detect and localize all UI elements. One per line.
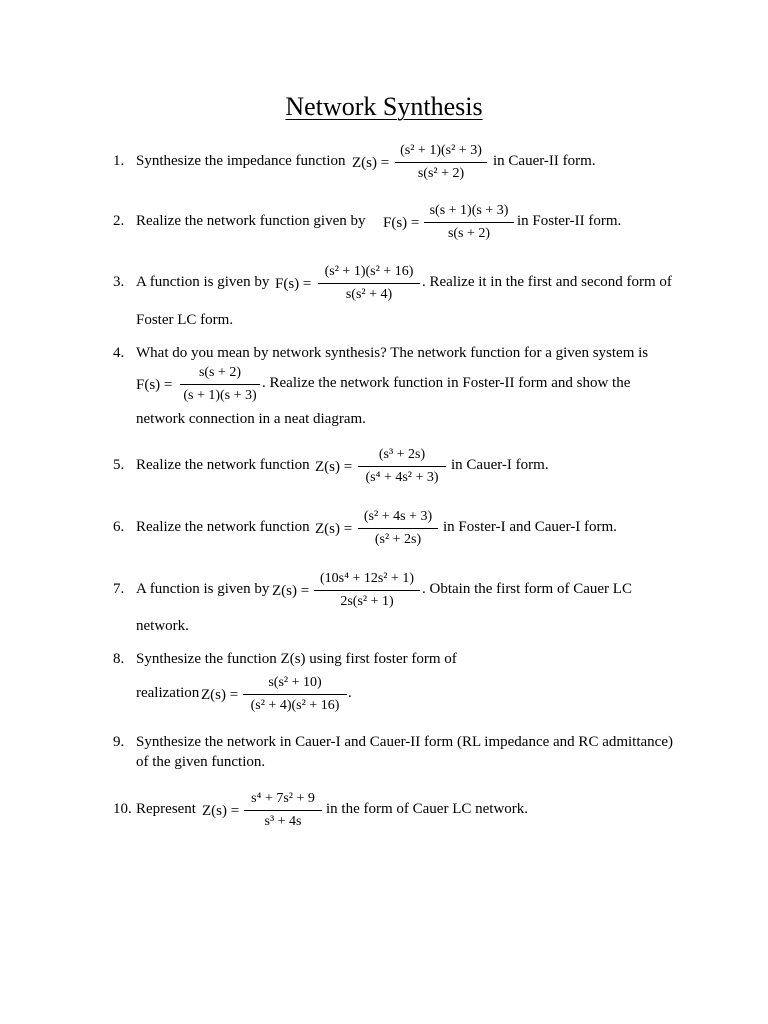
equation-lhs: Z(s) = (315, 459, 353, 475)
fraction-numerator: (10s⁴ + 12s² + 1) (314, 571, 420, 591)
question-number: 2. (113, 213, 125, 229)
question-text-continued: network. (136, 618, 189, 634)
question-text: Realize the network function given by (136, 213, 366, 229)
question-text: Realize the network function (136, 457, 310, 473)
question-text-continued: Foster LC form. (136, 312, 234, 328)
question-text-after: in Foster-I and Cauer-I form. (443, 519, 617, 535)
question-number: 10. (113, 801, 132, 817)
question-text: Synthesize the function Z(s) using first foster form of (136, 651, 457, 667)
question-text: Synthesize the impedance function (136, 153, 346, 169)
question-text: A function is given by (136, 274, 270, 290)
question-number: 8. (113, 651, 125, 667)
fraction-denominator: (s² + 4)(s² + 16) (250, 698, 340, 713)
fraction-numerator: (s³ + 2s) (358, 447, 446, 467)
fraction-denominator: 2s(s² + 1) (340, 594, 394, 609)
fraction (395, 143, 487, 182)
fraction-denominator: s³ + 4s (264, 814, 302, 829)
question-text-after: . Realize it in the first and second form of (422, 274, 672, 290)
equation-lhs: Z(s) = (352, 155, 390, 171)
question-number: 9. (113, 734, 125, 750)
fraction-numerator: s(s² + 10) (243, 675, 347, 695)
fraction (358, 447, 446, 486)
question-text: Realize the network function (136, 519, 310, 535)
question-text-after: . (348, 685, 352, 701)
fraction-numerator: (s² + 4s + 3) (358, 509, 438, 529)
question-number: 7. (113, 581, 125, 597)
fraction-denominator: (s + 1)(s + 3) (183, 388, 257, 403)
question-number: 1. (113, 153, 125, 169)
question-number: 5. (113, 457, 125, 473)
question-text-2: realization (136, 685, 200, 701)
fraction-numerator: s⁴ + 7s² + 9 (244, 791, 322, 811)
question-text-continued: of the given function. (136, 754, 266, 770)
fraction (244, 791, 322, 830)
question-text-after: . Obtain the first form of Cauer LC (422, 581, 632, 597)
fraction-denominator: s(s² + 4) (345, 287, 393, 302)
question-number: 6. (113, 519, 125, 535)
question-text-after: in Cauer-I form. (451, 457, 549, 473)
fraction-denominator: (s⁴ + 4s² + 3) (365, 470, 439, 485)
fraction-denominator: (s² + 2s) (374, 532, 422, 547)
page-title: Network Synthesis (285, 92, 483, 121)
question-text: What do you mean by network synthesis? The network function for a given system is (136, 345, 649, 361)
question-text: Represent (136, 801, 196, 817)
fraction (314, 571, 420, 610)
question-text: A function is given by (136, 581, 270, 597)
equation-lhs: F(s) = (136, 377, 173, 393)
question-text-after: in Cauer-II form. (493, 153, 596, 169)
question-number: 3. (113, 274, 125, 290)
equation-lhs: Z(s) = (201, 687, 239, 703)
question-text-continued: network connection in a neat diagram. (136, 411, 366, 427)
fraction-denominator: s(s + 2) (447, 226, 491, 241)
fraction (243, 675, 347, 714)
question-text-after: in Foster-II form. (517, 213, 622, 229)
fraction (180, 365, 260, 404)
equation-lhs: Z(s) = (272, 583, 310, 599)
question-text-after: in the form of Cauer LC network. (326, 801, 529, 817)
fraction-numerator: (s² + 1)(s² + 3) (395, 143, 487, 163)
fraction-numerator: (s² + 1)(s² + 16) (318, 264, 420, 284)
question-text: Synthesize the network in Cauer-I and Cauer-II form (RL impedance and RC admittance) (136, 734, 673, 750)
fraction (424, 203, 514, 242)
fraction-numerator: s(s + 1)(s + 3) (424, 203, 514, 223)
equation-lhs: F(s) = (275, 276, 312, 292)
fraction (358, 509, 438, 548)
question-text-after: . Realize the network function in Foster-II form and show the (262, 375, 631, 391)
equation-lhs: Z(s) = (315, 521, 353, 537)
equation-lhs: F(s) = (383, 215, 420, 231)
question-number: 4. (113, 345, 125, 361)
fraction-numerator: s(s + 2) (180, 365, 260, 385)
fraction-denominator: s(s² + 2) (417, 166, 465, 181)
fraction (318, 264, 420, 303)
equation-lhs: Z(s) = (202, 803, 240, 819)
